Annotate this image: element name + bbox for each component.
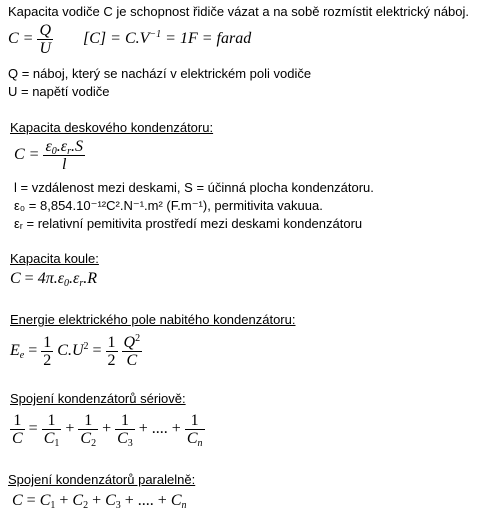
formula-plate-capacitor bbox=[14, 138, 85, 173]
formula-numerator: Q bbox=[39, 22, 52, 39]
formula-sphere: $C = 4\pi.\varepsilon_0.\varepsilon_r.R$ bbox=[10, 270, 98, 289]
intro-text: Kapacita vodiče C je schopnost řidiče vázat a na sobě rozmístit elektrický náboj. bbox=[8, 4, 470, 19]
heading-series: Spojení kondenzátorů sériově: bbox=[10, 391, 186, 406]
formula-fraction bbox=[37, 22, 53, 57]
heading-sphere: Kapacita koule: bbox=[10, 251, 99, 266]
formula-parallel: $C = C_1 + C_2 + C_3$ + .... + $C_n$ bbox=[12, 492, 187, 511]
definition-u: U = napětí vodiče bbox=[8, 84, 110, 99]
heading-parallel: Spojení kondenzátorů paralelně: bbox=[8, 472, 196, 487]
heading-plate-capacitor: Kapacita deskového kondenzátoru: bbox=[10, 120, 214, 135]
plate-fraction bbox=[43, 138, 85, 173]
formula-capacitance bbox=[8, 22, 251, 57]
formula-unit-exponent: −1 bbox=[149, 29, 162, 41]
definition-epsilon-r: εᵣ = relativní pemitivita prostředí mezi deskami kondenzátoru bbox=[14, 216, 363, 231]
heading-energy: Energie elektrického pole nabitého kondenzátoru: bbox=[10, 312, 296, 327]
definition-q: Q = náboj, který se nachází v elektrickém poli vodiče bbox=[8, 66, 312, 81]
formula-unit-bracket: [C] = C.V bbox=[83, 30, 150, 48]
plate-lhs: C = bbox=[14, 146, 40, 164]
plate-denominator: l bbox=[62, 156, 67, 173]
definition-epsilon0: ε₀ = 8,854.10⁻¹²C².N⁻¹.m² (F.m⁻¹), permitivita vakuua. bbox=[14, 198, 323, 213]
formula-lhs: C = bbox=[8, 30, 34, 48]
formula-energy: $E_e$ = $\frac{1}{2}$ $C.U^2$ = $\frac{1}{2}$ $\frac{Q^2}{C}$ bbox=[10, 333, 141, 369]
formula-series: $\frac{1}{C}$ = $\frac{1}{C_1}$ + $\frac{1}{C_2}$ + $\frac{1}{C_3}$ + .... + $\frac{1}{C_n}$ bbox=[12, 412, 203, 449]
formula-denominator: U bbox=[39, 40, 52, 57]
formula-unit-tail: = 1F = farad bbox=[161, 30, 252, 48]
definition-l: l = vzdálenost mezi deskami, S = účinná plocha kondenzátoru. bbox=[14, 180, 374, 195]
plate-numerator: $\varepsilon_0.\varepsilon_r.S$ bbox=[45, 138, 83, 157]
